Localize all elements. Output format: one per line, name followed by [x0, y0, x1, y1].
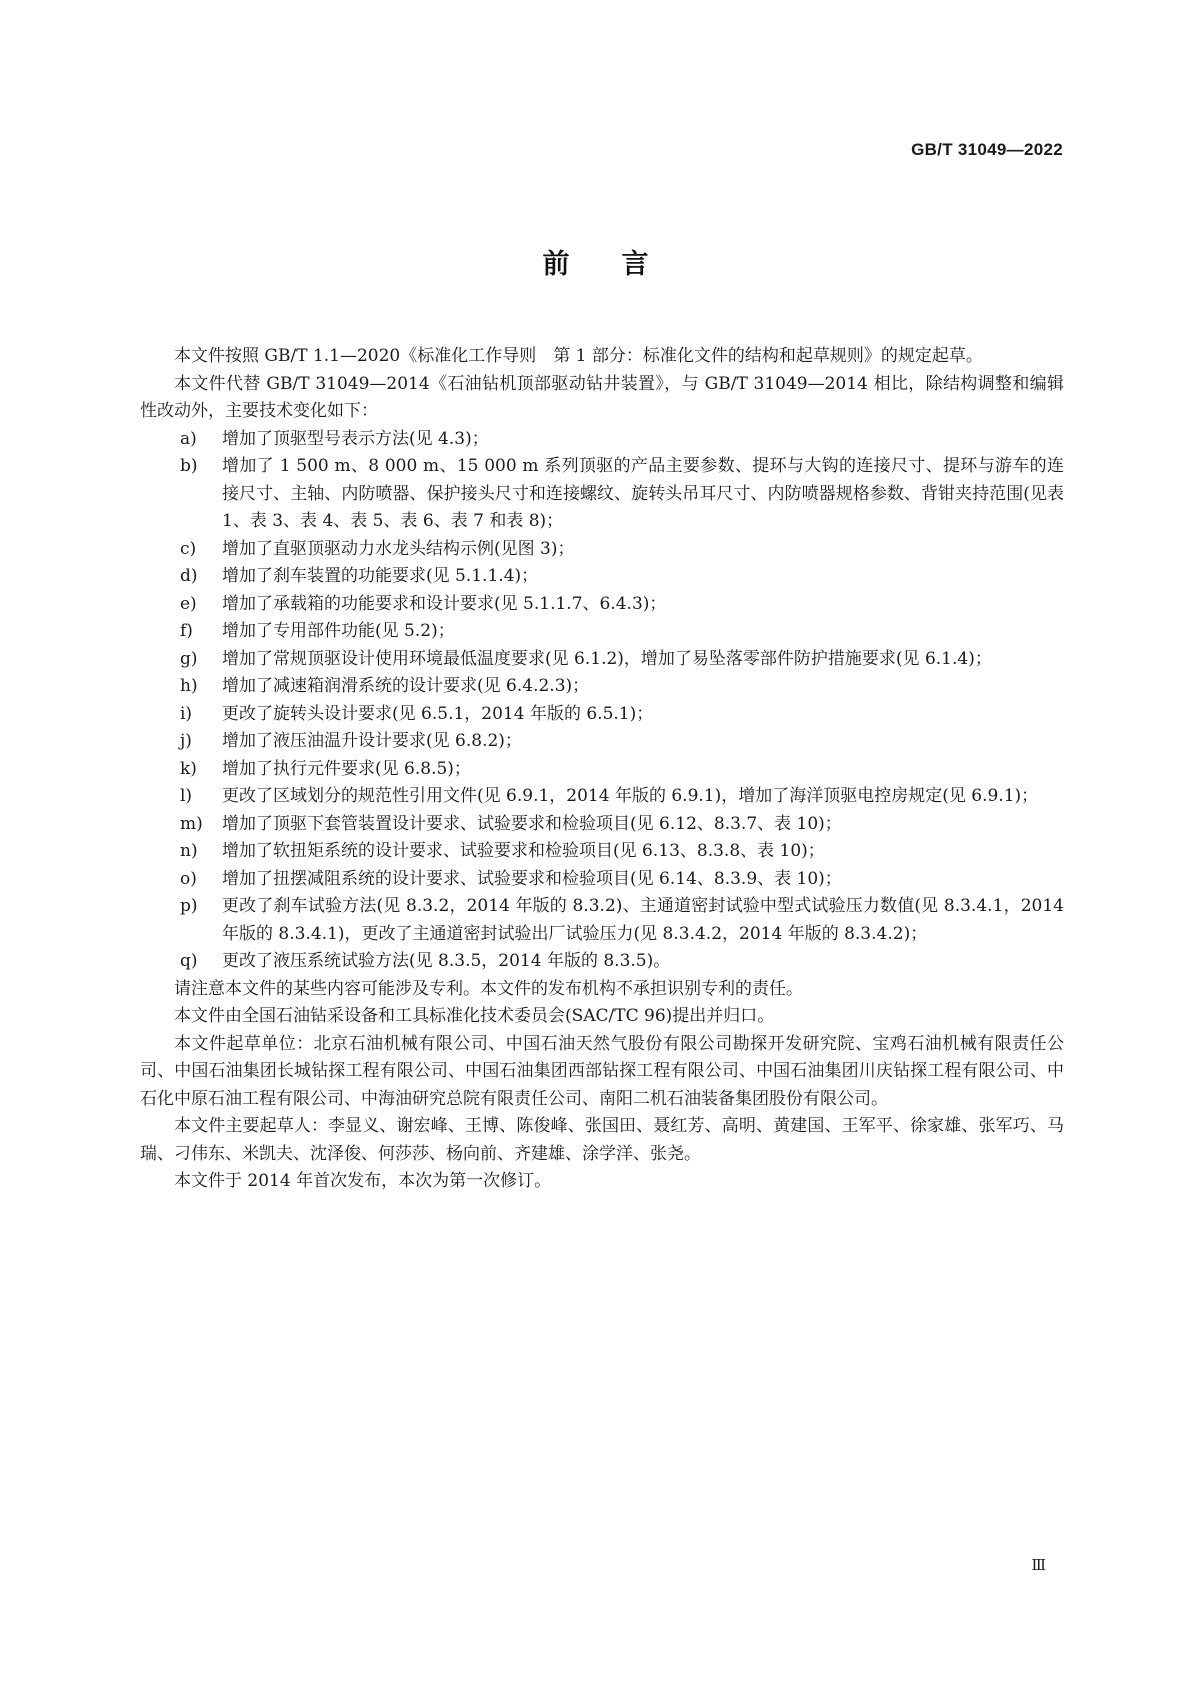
list-item [140, 783, 1064, 811]
list-item [140, 866, 1064, 894]
list-item-label: h) [180, 676, 198, 696]
changes-list [140, 426, 1064, 976]
list-item-label: n) [180, 841, 198, 861]
list-item-text: 增加了专用部件功能(见 5.2)； [222, 621, 455, 641]
list-item [140, 673, 1064, 701]
list-item-label: e) [180, 593, 197, 614]
list-item [140, 591, 1064, 619]
list-item-text: 增加了刹车装置的功能要求(见 5.1.1.4)； [222, 566, 539, 586]
paragraph-drafting-units: 本文件起草单位：北京石油机械有限公司、中国石油天然气股份有限公司勘探开发研究院、宝鸡石油机械有限责任公司、中国石油集团长城钻探工程有限公司、中国石油集团西部钻探工程有限公司、中国石油集团川庆钻探工程有限公司、中石化中原石油工程有限公司、中海油研究总院有限责任公司、南阳二机石油装备集团股份有限公司。 [140, 1033, 1064, 1109]
paragraph-patent-notice: 请注意本文件的某些内容可能涉及专利。本文件的发布机构不承担识别专利的责任。 [174, 978, 803, 999]
list-item-text: 增加了减速箱润滑系统的设计要求(见 6.4.2.3)； [222, 676, 590, 696]
standard-number: GB/T 31049—2022 [911, 140, 1063, 159]
list-item [140, 756, 1064, 784]
list-item-text: 增加了执行元件要求(见 6.8.5)； [222, 758, 471, 779]
list-item-text: 增加了直驱顶驱动力水龙头结构示例(见图 3)； [222, 538, 575, 559]
list-item [140, 563, 1064, 591]
paragraph-publication-history: 本文件于 2014 年首次发布，本次为第一次修订。 [174, 1171, 552, 1191]
paragraph-replacement: 本文件代替 GB/T 31049—2014《石油钻机顶部驱动钻井装置》，与 GB/T 31049—2014 相比，除结构调整和编辑性改动外，主要技术变化如下： [140, 373, 1064, 421]
paragraph-proposer: 本文件由全国石油钻采设备和工具标准化技术委员会(SAC/TC 96)提出并归口。 [174, 1006, 775, 1026]
list-item [140, 646, 1064, 674]
list-item-label: m) [180, 813, 203, 834]
list-item-label: o) [180, 868, 197, 889]
page-number: Ⅲ [1031, 1556, 1046, 1574]
list-item-label: p) [180, 896, 198, 916]
list-item-text: 更改了刹车试验方法(见 8.3.2，2014 年版的 8.3.2)、主通道密封试验中型式试验压力数值(见 8.3.4.1，2014 年版的 8.3.4.1)，更改了主通道密封试验出厂试验压力(见 8.3.4.2，2014 年版的 8.3.4.2)； [222, 896, 1064, 944]
list-item-label: g) [180, 648, 198, 669]
list-item [140, 811, 1064, 839]
list-item-label: c) [180, 538, 197, 559]
list-item-text: 增加了常规顶驱设计使用环境最低温度要求(见 6.1.2)，增加了易坠落零部件防护措施要求(见 6.1.4)； [222, 648, 992, 669]
list-item [140, 701, 1064, 729]
list-item-text: 更改了区域划分的规范性引用文件(见 6.9.1，2014 年版的 6.9.1)，增加了海洋顶驱电控房规定(见 6.9.1)； [222, 786, 1039, 806]
list-item-text: 增加了承载箱的功能要求和设计要求(见 5.1.1.7、6.4.3)； [222, 593, 667, 614]
list-item [140, 728, 1064, 756]
page-title: 前言 [542, 249, 701, 280]
list-item-text: 增加了扭摆减阻系统的设计要求、试验要求和检验项目(见 6.14、8.3.9、表 10)； [222, 868, 842, 889]
list-item [140, 838, 1064, 866]
list-item [140, 453, 1064, 536]
list-item-label: l) [180, 786, 193, 806]
list-item-text: 增加了 1 500 m、8 000 m、15 000 m 系列顶驱的产品主要参数、提环与大钩的连接尺寸、提环与游车的连接尺寸、主轴、内防喷器、保护接头尺寸和连接螺纹、旋转头吊耳尺寸、内防喷器规格参数、背钳夹持范围(见表 1、表 3、表 4、表 5、表 6、表 7 和表 8)； [222, 456, 1064, 531]
list-item [140, 893, 1064, 948]
list-item [140, 426, 1064, 454]
list-item-text: 更改了旋转头设计要求(见 6.5.1，2014 年版的 6.5.1)； [222, 703, 654, 724]
list-item-label: d) [180, 566, 198, 586]
list-item [140, 618, 1064, 646]
list-item [140, 536, 1064, 564]
list-item [140, 948, 1064, 976]
list-item-label: i) [180, 703, 193, 724]
list-item-label: f) [180, 621, 193, 641]
list-item-text: 增加了顶驱下套管装置设计要求、试验要求和检验项目(见 6.12、8.3.7、表 10)； [222, 813, 842, 834]
paragraph-drafting-rules: 本文件按照 GB/T 1.1—2020《标准化工作导则 第 1 部分：标准化文件的结构和起草规则》的规定起草。 [174, 346, 983, 366]
list-item-label: j) [180, 731, 192, 751]
list-item-label: b) [180, 456, 198, 476]
paragraph-drafters: 本文件主要起草人：李显义、谢宏峰、王博、陈俊峰、张国田、聂红芳、高明、黄建国、王军平、徐家雄、张军巧、马瑞、刁伟东、米凯夫、沈泽俊、何莎莎、杨向前、齐建雄、涂学洋、张尧。 [140, 1116, 1064, 1164]
list-item-text: 增加了液压油温升设计要求(见 6.8.2)； [222, 731, 522, 751]
list-item-label: q) [180, 951, 198, 971]
list-item-text: 增加了顶驱型号表示方法(见 4.3)； [222, 428, 489, 449]
list-item-label: a) [180, 428, 197, 449]
list-item-label: k) [180, 758, 197, 779]
foreword-body [140, 343, 1064, 1196]
list-item-text: 增加了软扭矩系统的设计要求、试验要求和检验项目(见 6.13、8.3.8、表 10)； [222, 841, 825, 861]
list-item-text: 更改了液压系统试验方法(见 8.3.5，2014 年版的 8.3.5)。 [222, 951, 671, 971]
